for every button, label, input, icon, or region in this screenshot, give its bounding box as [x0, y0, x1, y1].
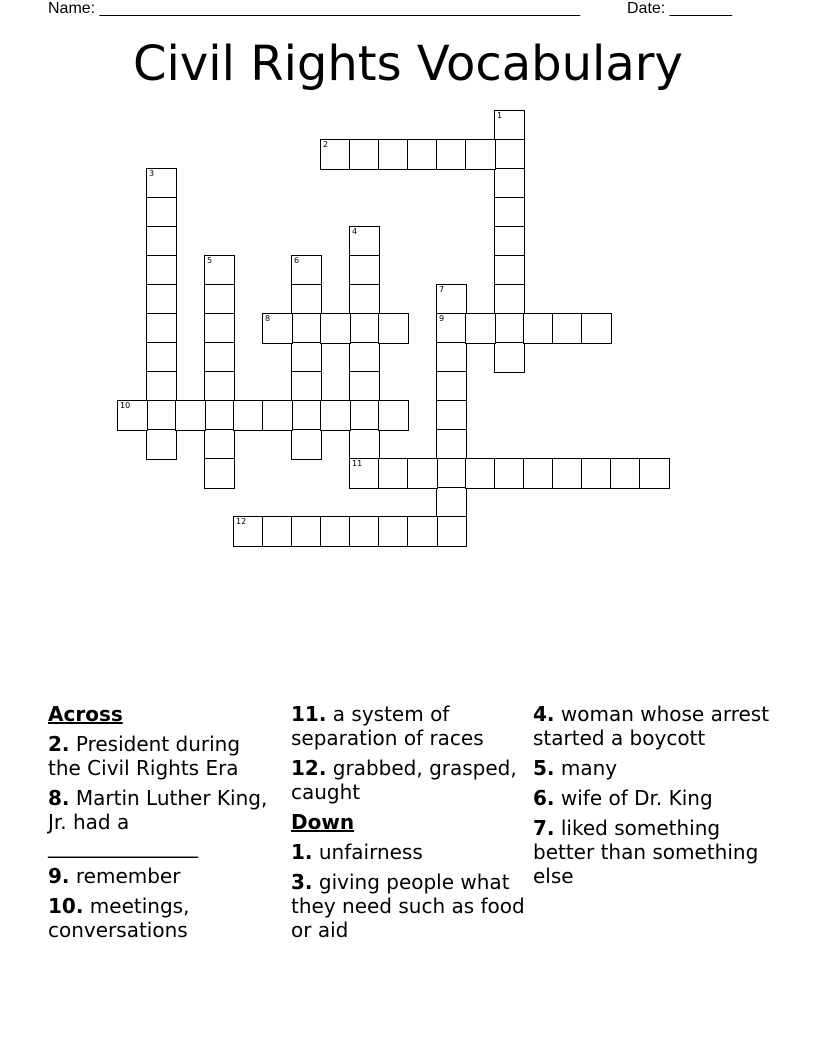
cell-number: 10 [120, 401, 131, 410]
grid-cell[interactable] [175, 400, 206, 431]
clue-across-11: 11. a system of separation of races [291, 702, 484, 750]
grid-cell[interactable] [494, 342, 525, 373]
clue-down-6: 6. wife of Dr. King [533, 786, 713, 810]
grid-cell[interactable] [204, 313, 235, 344]
grid-cell[interactable] [465, 458, 496, 489]
clue-down-1: 1. unfairness [291, 840, 423, 864]
grid-cell[interactable] [436, 400, 467, 431]
grid-cell[interactable] [349, 342, 380, 373]
grid-cell[interactable] [436, 429, 467, 460]
grid-cell[interactable] [146, 342, 177, 373]
cell-number: 11 [352, 459, 363, 468]
grid-cell[interactable] [146, 226, 177, 257]
across-heading: Across [48, 702, 123, 726]
grid-cell[interactable] [378, 139, 409, 170]
grid-cell[interactable] [349, 139, 380, 170]
grid-cell[interactable] [204, 429, 235, 460]
grid-cell[interactable] [349, 516, 380, 547]
grid-cell[interactable] [204, 400, 235, 431]
grid-cell[interactable] [581, 458, 612, 489]
grid-cell[interactable] [320, 516, 351, 547]
grid-cell[interactable] [262, 400, 293, 431]
grid-cell[interactable] [494, 255, 525, 286]
grid-cell[interactable] [349, 284, 380, 315]
grid-cell[interactable] [291, 371, 322, 402]
grid-cell[interactable] [436, 313, 467, 344]
clue-column-2 [291, 702, 526, 948]
cell-number: 12 [236, 517, 247, 526]
page-title: Civil Rights Vocabulary [133, 36, 683, 92]
clue-column-1 [48, 702, 278, 948]
cell-number: 1 [497, 111, 503, 120]
grid-cell[interactable] [407, 139, 438, 170]
grid-cell[interactable] [552, 313, 583, 344]
clue-across-8: 8. Martin Luther King, Jr. had a _______________ [48, 786, 268, 858]
grid-cell[interactable] [320, 313, 351, 344]
grid-cell[interactable] [204, 255, 235, 286]
cell-number: 3 [149, 169, 155, 178]
grid-cell[interactable] [291, 255, 322, 286]
grid-cell[interactable] [494, 226, 525, 257]
cell-number: 6 [294, 256, 300, 265]
grid-cell[interactable] [494, 139, 525, 170]
grid-cell[interactable] [146, 400, 177, 431]
grid-cell[interactable] [262, 516, 293, 547]
grid-cell[interactable] [146, 429, 177, 460]
grid-cell[interactable] [436, 284, 467, 315]
grid-cell[interactable] [204, 284, 235, 315]
grid-cell[interactable] [494, 284, 525, 315]
grid-cell[interactable] [378, 458, 409, 489]
grid-cell[interactable] [233, 400, 264, 431]
cell-number: 7 [439, 285, 445, 294]
grid-cell[interactable] [262, 313, 293, 344]
grid-cell[interactable] [146, 371, 177, 402]
grid-cell[interactable] [378, 400, 409, 431]
date-field[interactable]: Date: _______ [627, 0, 732, 17]
grid-cell[interactable] [291, 313, 322, 344]
grid-cell[interactable] [349, 400, 380, 431]
grid-cell[interactable] [349, 371, 380, 402]
clue-across-10: 10. meetings, conversations [48, 894, 190, 942]
grid-cell[interactable] [349, 226, 380, 257]
grid-cell[interactable] [610, 458, 641, 489]
grid-cell[interactable] [639, 458, 670, 489]
grid-cell[interactable] [291, 284, 322, 315]
cell-number: 2 [323, 140, 329, 149]
grid-cell[interactable] [146, 313, 177, 344]
cell-number: 4 [352, 227, 358, 236]
down-heading: Down [291, 810, 355, 834]
cell-number: 5 [207, 256, 213, 265]
clue-down-5: 5. many [533, 756, 618, 780]
clue-across-9: 9. remember [48, 864, 181, 888]
grid-cell[interactable] [291, 400, 322, 431]
cell-number: 9 [439, 314, 445, 323]
name-field[interactable]: Name: ______________________________________________________ [48, 0, 581, 17]
clue-across-12: 12. grabbed, grasped, caught [291, 756, 517, 804]
cell-number: 8 [265, 314, 271, 323]
grid-cell[interactable] [378, 313, 409, 344]
grid-cell[interactable] [465, 313, 496, 344]
grid-cell[interactable] [494, 197, 525, 228]
grid-cell[interactable] [494, 458, 525, 489]
grid-cell[interactable] [291, 342, 322, 373]
grid-cell[interactable] [349, 255, 380, 286]
grid-cell[interactable] [204, 458, 235, 489]
clue-down-4: 4. woman whose arrest started a boycott [533, 702, 770, 750]
clue-down-7: 7. liked something better than something else [533, 816, 759, 888]
grid-cell[interactable] [320, 139, 351, 170]
clue-across-2: 2. President during the Civil Rights Era [48, 732, 241, 780]
grid-cell[interactable] [523, 458, 554, 489]
grid-cell[interactable] [523, 313, 554, 344]
grid-cell[interactable] [146, 284, 177, 315]
grid-cell[interactable] [204, 371, 235, 402]
grid-cell[interactable] [436, 139, 467, 170]
grid-cell[interactable] [117, 400, 148, 431]
grid-cell[interactable] [407, 516, 438, 547]
grid-cell[interactable] [436, 487, 467, 518]
grid-cell[interactable] [552, 458, 583, 489]
grid-cell[interactable] [146, 197, 177, 228]
grid-cell[interactable] [436, 371, 467, 402]
grid-cell[interactable] [436, 458, 467, 489]
grid-cell[interactable] [581, 313, 612, 344]
grid-cell[interactable] [146, 255, 177, 286]
clue-column-3 [533, 702, 773, 894]
grid-cell[interactable] [494, 168, 525, 199]
grid-cell[interactable] [291, 516, 322, 547]
clue-down-3: 3. giving people what they need such as food or aid [291, 870, 525, 942]
grid-cell[interactable] [146, 168, 177, 199]
grid-cell[interactable] [233, 516, 264, 547]
grid-cell[interactable] [349, 458, 380, 489]
grid-cell[interactable] [378, 516, 409, 547]
grid-cell[interactable] [494, 110, 525, 141]
grid-cell[interactable] [494, 313, 525, 344]
grid-cell[interactable] [204, 342, 235, 373]
grid-cell[interactable] [349, 429, 380, 460]
grid-cell[interactable] [407, 458, 438, 489]
grid-cell[interactable] [291, 429, 322, 460]
grid-cell[interactable] [320, 400, 351, 431]
grid-cell[interactable] [465, 139, 496, 170]
grid-cell[interactable] [436, 342, 467, 373]
grid-cell[interactable] [349, 313, 380, 344]
grid-cell[interactable] [436, 516, 467, 547]
